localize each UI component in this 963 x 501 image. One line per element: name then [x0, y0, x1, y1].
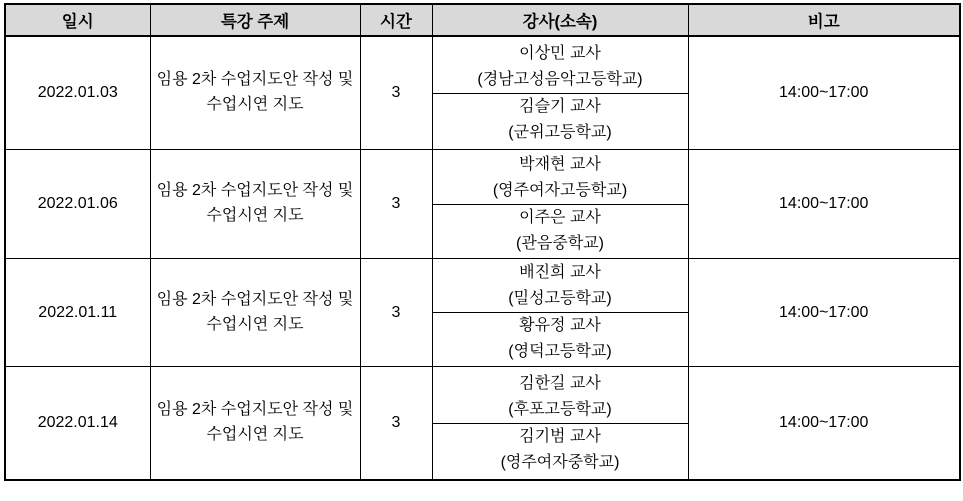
schedule-table — [4, 3, 961, 481]
lecturer-affiliation: (경남고성음악고등학교) — [433, 67, 688, 94]
cell-lecturers — [432, 259, 688, 367]
table-header-row — [5, 4, 960, 36]
cell-topic: 임용 2차 수업지도안 작성 및 수업시연 지도 — [150, 259, 360, 367]
cell-remark: 14:00~17:00 — [688, 150, 960, 259]
lecturer-name: 이주은 교사 — [519, 208, 601, 226]
lecturer-affiliation: (영주여자고등학교) — [433, 178, 688, 205]
cell-date: 2022.01.11 — [5, 259, 150, 367]
lecturer-name: 배진희 교사 — [519, 264, 601, 281]
cell-topic: 임용 2차 수업지도안 작성 및 수업시연 지도 — [150, 367, 360, 481]
cell-date: 2022.01.06 — [5, 150, 150, 259]
lecturer-affiliation: (밀성고등학교) — [433, 286, 688, 313]
cell-lecturers — [432, 367, 688, 481]
lecturer-affiliation: (관음중학교) — [516, 234, 604, 252]
cell-topic: 임용 2차 수업지도안 작성 및 수업시연 지도 — [150, 150, 360, 259]
column-header-remark: 비고 — [688, 4, 960, 36]
lecturer-name: 황유정 교사 — [519, 317, 601, 334]
lecturer-affiliation: (군위고등학교) — [508, 123, 612, 141]
column-header-lecturer: 강사(소속) — [432, 4, 688, 36]
lecturer-name: 김기범 교사 — [519, 427, 601, 445]
table-row — [5, 259, 960, 367]
cell-lecturers — [432, 150, 688, 259]
cell-lecturers — [432, 36, 688, 150]
cell-hours: 3 — [360, 259, 432, 367]
lecturer-name: 박재현 교사 — [519, 155, 601, 173]
cell-remark: 14:00~17:00 — [688, 36, 960, 150]
column-header-date: 일시 — [5, 4, 150, 36]
cell-hours: 3 — [360, 150, 432, 259]
table-row — [5, 367, 960, 481]
cell-date: 2022.01.03 — [5, 36, 150, 150]
cell-hours: 3 — [360, 367, 432, 481]
column-header-hours: 시간 — [360, 4, 432, 36]
lecturer-name: 김한길 교사 — [519, 374, 601, 392]
cell-remark: 14:00~17:00 — [688, 367, 960, 481]
cell-hours: 3 — [360, 36, 432, 150]
lecturer-name: 김슬기 교사 — [519, 97, 601, 115]
cell-date: 2022.01.14 — [5, 367, 150, 481]
lecturer-affiliation: (후포고등학교) — [433, 397, 688, 424]
table-row — [5, 36, 960, 150]
lecturer-name: 이상민 교사 — [519, 44, 601, 62]
lecturer-affiliation: (영주여자중학교) — [500, 453, 620, 471]
cell-topic: 임용 2차 수업지도안 작성 및 수업시연 지도 — [150, 36, 360, 150]
column-header-topic: 특강 주제 — [150, 4, 360, 36]
table-row — [5, 150, 960, 259]
cell-remark: 14:00~17:00 — [688, 259, 960, 367]
lecturer-affiliation: (영덕고등학교) — [508, 343, 612, 360]
